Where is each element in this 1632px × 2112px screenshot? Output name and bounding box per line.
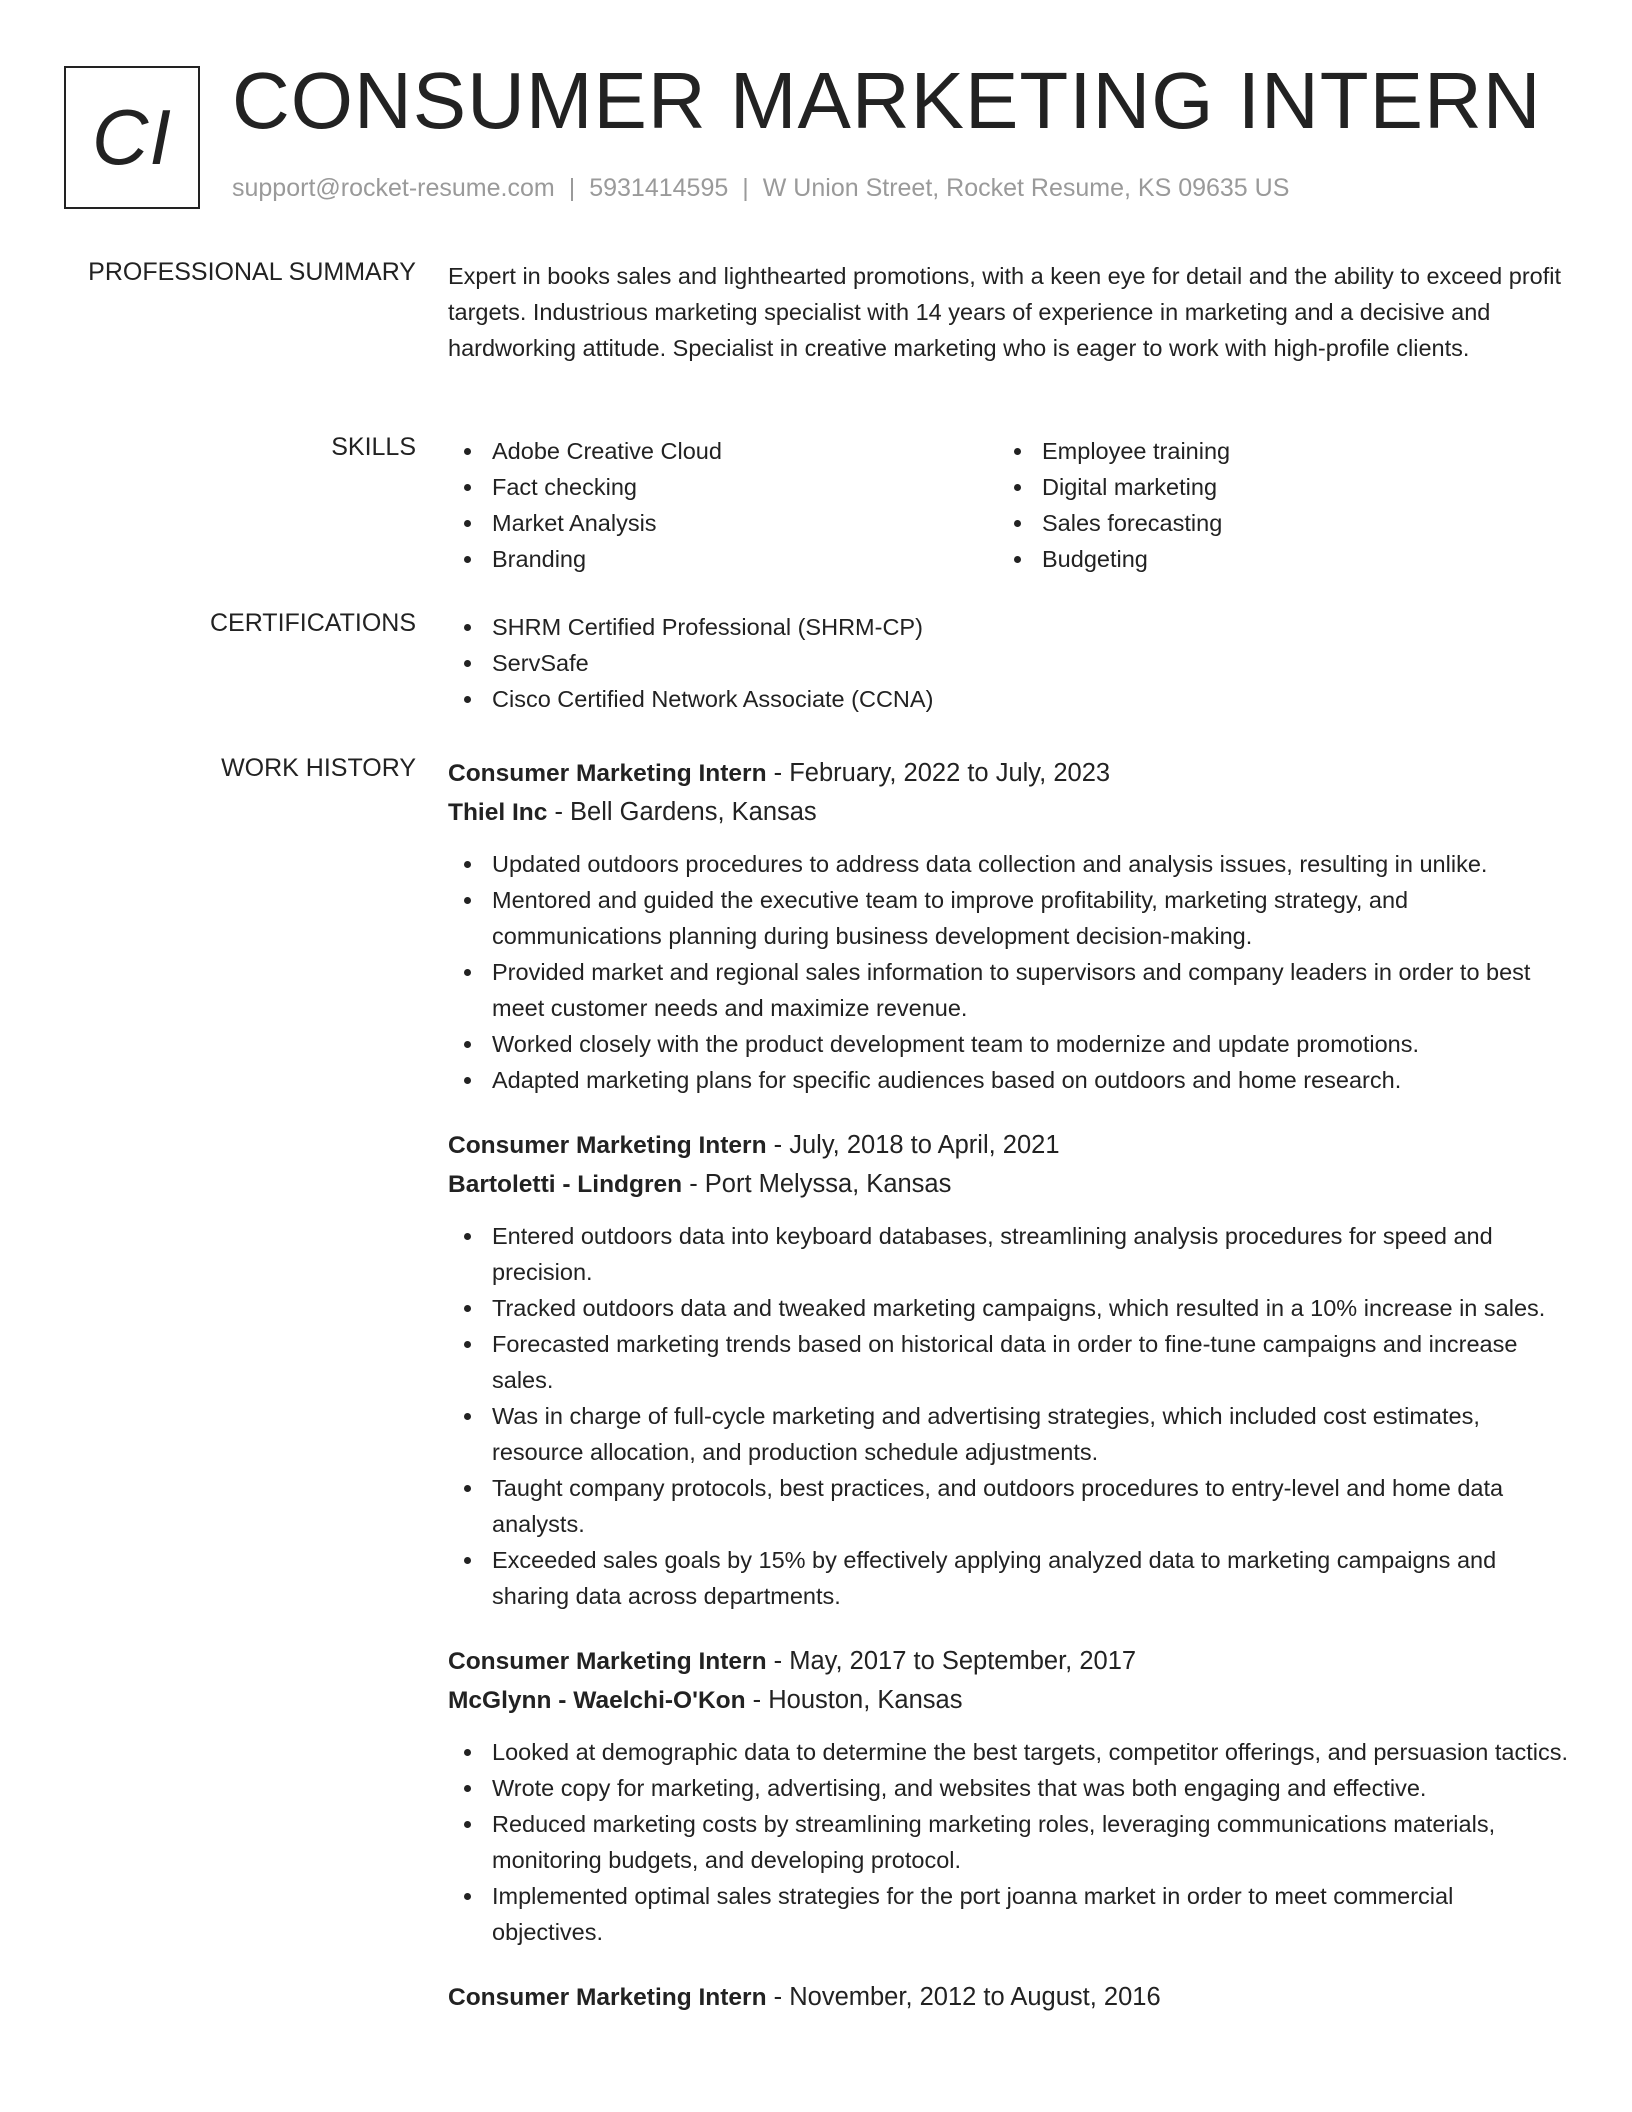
skill-item: Market Analysis [448,505,998,541]
job-bullet: Tracked outdoors data and tweaked marketing campaigns, which resulted in a 10% increase in sales. [448,1290,1568,1326]
job-bullets [448,846,1568,1098]
job-title-line [448,1642,1568,1681]
job-bullet: Provided market and regional sales information to supervisors and company leaders in order to best meet customer needs and maximize revenue. [448,954,1568,1026]
contact-phone: 5931414595 [589,174,729,202]
skills-list [448,433,1568,577]
job-company-line [448,1681,1568,1720]
monogram-text: CI [92,93,172,181]
job-bullet: Mentored and guided the executive team to improve profitability, marketing strategy, and communications planning during business development decision-making. [448,882,1568,954]
job-title-line [448,1126,1568,1165]
job-location: - Houston, Kansas [745,1686,963,1714]
job-bullet: Taught company protocols, best practices, and outdoors procedures to entry-level and home data analysts. [448,1470,1568,1542]
job-company-line [448,1165,1568,1204]
job-title: Consumer Marketing Intern [448,1984,767,2011]
job-entry [448,1642,1568,1950]
page-title: CONSUMER MARKETING INTERN [232,56,1542,145]
job-bullet: Wrote copy for marketing, advertising, and websites that was both engaging and effective. [448,1770,1568,1806]
contact-line [232,174,1289,203]
section-heading: CERTIFICATIONS [209,609,416,637]
monogram-badge [64,66,200,209]
job-entry [448,1126,1568,1614]
work-history-list [448,754,1568,2045]
job-bullet: Entered outdoors data into keyboard databases, streamlining analysis procedures for speed and precision. [448,1218,1568,1290]
job-bullets [448,1734,1568,1950]
contact-separator: | [568,174,576,202]
job-dates: - May, 2017 to September, 2017 [766,1647,1137,1675]
skill-item: Employee training [998,433,1548,469]
contact-separator: | [742,174,749,202]
skill-item: Branding [448,541,998,577]
job-dates: - February, 2022 to July, 2023 [766,759,1111,787]
job-title-line [448,754,1568,793]
job-bullet: Exceeded sales goals by 15% by effectively applying analyzed data to marketing campaigns and sharing data across departments. [448,1542,1568,1614]
job-title: Consumer Marketing Intern [448,1132,767,1159]
skill-item: Budgeting [998,541,1548,577]
contact-address: W Union Street, Rocket Resume, KS 09635 US [762,174,1290,202]
certification-item: SHRM Certified Professional (SHRM-CP) [448,609,1568,645]
section-heading: SKILLS [331,433,416,461]
certification-item: ServSafe [448,645,1568,681]
job-company: McGlynn - Waelchi-O'Kon [448,1687,746,1714]
job-bullet: Reduced marketing costs by streamlining marketing roles, leveraging communications materials, monitoring budgets, and developing protocol. [448,1806,1568,1878]
job-title-line [448,1978,1568,2017]
certification-item: Cisco Certified Network Associate (CCNA) [448,681,1568,717]
job-dates: - November, 2012 to August, 2016 [766,1983,1161,2011]
job-dates: - July, 2018 to April, 2021 [766,1131,1060,1159]
job-bullet: Forecasted marketing trends based on historical data in order to fine-tune campaigns and increase sales. [448,1326,1568,1398]
summary-text: Expert in books sales and lighthearted promotions, with a keen eye for detail and the ability to exceed profit targets. Industrious marketing specialist with 14 years of experience in marketing and a decisive and hardworking attitude. Specialist in creative marketing who is eager to work with high-profile clients. [448,263,1561,361]
skill-item: Digital marketing [998,469,1548,505]
job-bullet: Updated outdoors procedures to address data collection and analysis issues, resulting in unlike. [448,846,1568,882]
job-bullet: Adapted marketing plans for specific audiences based on outdoors and home research. [448,1062,1568,1098]
skills-column [998,433,1548,577]
job-entry [448,1978,1568,2017]
job-bullet: Looked at demographic data to determine the best targets, competitor offerings, and persuasion tactics. [448,1734,1568,1770]
job-location: - Bell Gardens, Kansas [547,798,817,826]
skill-item: Adobe Creative Cloud [448,433,998,469]
section-heading: PROFESSIONAL SUMMARY [88,258,416,286]
job-entry [448,754,1568,1098]
job-company: Bartoletti - Lindgren [448,1171,683,1198]
skill-item: Fact checking [448,469,998,505]
job-bullet: Implemented optimal sales strategies for the port joanna market in order to meet commercial objectives. [448,1878,1568,1950]
contact-email: support@rocket-resume.com [232,174,555,202]
job-bullets [448,1218,1568,1614]
section-heading: WORK HISTORY [221,754,416,782]
job-company: Thiel Inc [448,799,548,826]
job-company-line [448,793,1568,832]
job-title: Consumer Marketing Intern [448,760,767,787]
job-title: Consumer Marketing Intern [448,1648,767,1675]
skills-column [448,433,998,577]
skill-item: Sales forecasting [998,505,1548,541]
job-bullet: Worked closely with the product development team to modernize and update promotions. [448,1026,1568,1062]
certifications-list [448,609,1568,717]
job-bullet: Was in charge of full-cycle marketing and advertising strategies, which included cost estimates, resource allocation, and production schedule adjustments. [448,1398,1568,1470]
job-location: - Port Melyssa, Kansas [682,1170,952,1198]
